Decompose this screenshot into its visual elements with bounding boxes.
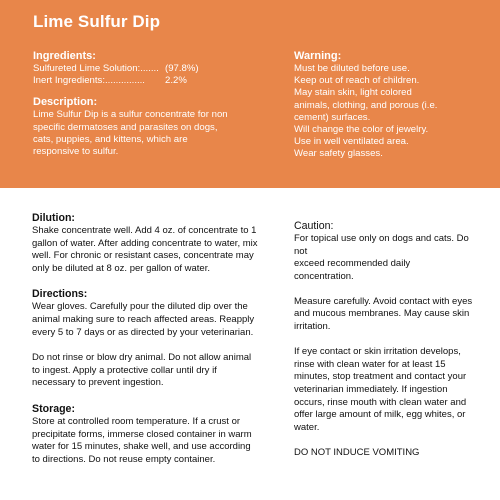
caution-line: For topical use only on dogs and cats. Do not	[294, 233, 469, 257]
dilution-line: well. For chronic or resistant cases, concentrate may	[32, 250, 254, 262]
caution-line: veterinarian immediately. If ingestion	[294, 383, 448, 395]
dilution-line: only be diluted at 8 oz. per gallon of water.	[32, 262, 210, 274]
body-left-column	[32, 212, 278, 466]
directions-line: Do not rinse or blow dry animal. Do not allow animal	[32, 352, 252, 364]
directions-line: every 5 to 7 days or as directed by your veterinarian.	[32, 326, 254, 338]
caution-line: exceed recommended daily	[294, 258, 411, 270]
storage-heading: Storage:	[32, 402, 75, 415]
ingredients-heading: Ingredients:	[33, 50, 96, 62]
ingredient-label: Sulfureted Lime Solution:.......	[33, 63, 159, 74]
warning-heading: Warning:	[294, 50, 342, 62]
storage-line: precipitate forms, immerse closed container in warm	[32, 428, 252, 440]
description-line: cats, puppies, and kittens, which are	[33, 133, 188, 145]
ingredient-value: (97.8%)	[165, 63, 199, 74]
caution-heading: Caution:	[294, 220, 334, 232]
caution-line: concentration.	[294, 270, 354, 282]
header-band	[0, 0, 500, 188]
ingredient-row	[33, 75, 283, 87]
caution-line: rinse with clean water for at least 15	[294, 358, 446, 370]
directions-line: necessary to prevent ingestion.	[32, 377, 164, 389]
ingredient-value: 2.2%	[165, 75, 187, 87]
storage-line: water for 15 minutes, shake well, and use according	[32, 441, 251, 453]
directions-line: animal making sure to reach affected areas. Reapply	[32, 313, 255, 325]
warning-line: Keep out of reach of children.	[294, 75, 420, 87]
directions-line: to ingest. Apply a protective collar until dry if	[32, 364, 217, 376]
description-line: responsive to sulfur.	[33, 146, 119, 158]
dilution-line: gallon of water. After adding concentrate to water, mix	[32, 237, 258, 249]
ingredient-row	[33, 63, 283, 75]
caution-line: irritation.	[294, 321, 331, 333]
caution-line: water.	[294, 421, 320, 433]
caution-line: and mucous membranes. May cause skin	[294, 308, 470, 320]
warning-line: Will change the color of jewelry.	[294, 124, 429, 136]
directions-line: Wear gloves. Carefully pour the diluted dip over the	[32, 301, 248, 313]
directions-heading: Directions:	[32, 288, 88, 301]
caution-line: Measure carefully. Avoid contact with eyes	[294, 295, 473, 307]
caution-line: offer large amount of milk, egg whites, or	[294, 409, 466, 421]
caution-line: occurs, rinse mouth with clean water and	[294, 396, 467, 408]
description-heading: Description:	[33, 96, 98, 109]
caution-vomiting-note: DO NOT INDUCE VOMITING	[294, 446, 420, 458]
description-line: Lime Sulfur Dip is a sulfur concentrate for non	[33, 109, 228, 121]
dilution-line: Shake concentrate well. Add 4 oz. of concentrate to 1	[32, 225, 257, 236]
warning-line: Must be diluted before use.	[294, 63, 410, 74]
header-right-column	[294, 50, 484, 161]
warning-line: cement) surfaces.	[294, 111, 371, 123]
dilution-heading: Dilution:	[32, 212, 75, 224]
warning-line: Use in well ventilated area.	[294, 136, 409, 148]
description-line: specific dermatoses and parasites on dogs,	[33, 121, 218, 133]
product-title: Lime Sulfur Dip	[33, 12, 161, 31]
warning-line: Wear safety glasses.	[294, 148, 383, 160]
storage-line: to directions. Do not reuse empty container.	[32, 453, 216, 465]
storage-line: Store at controlled room temperature. If a crust or	[32, 415, 241, 427]
warning-line: animals, clothing, and porous (i.e.	[294, 99, 438, 111]
body-right-column	[294, 220, 484, 459]
ingredient-label: Inert Ingredients:...............	[33, 75, 145, 87]
caution-line: minutes, stop treatment and contact your	[294, 371, 467, 383]
caution-line: If eye contact or skin irritation develops,	[294, 346, 461, 358]
warning-line: May stain skin, light colored	[294, 87, 412, 99]
header-left-column	[33, 50, 283, 158]
